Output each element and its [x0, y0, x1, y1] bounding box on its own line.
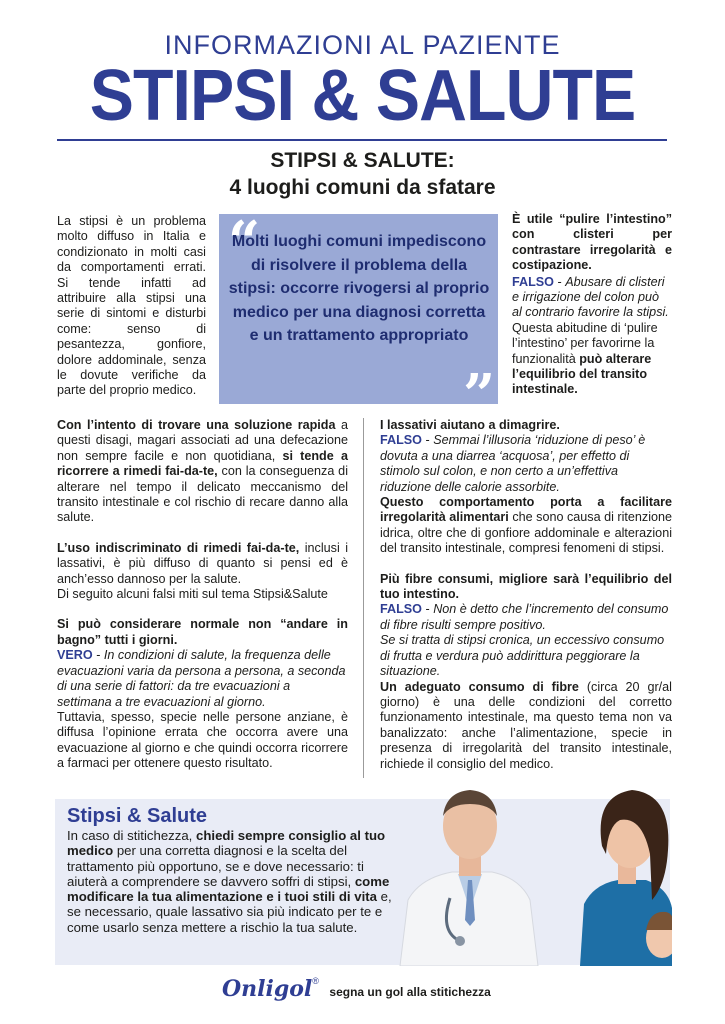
myth-heading-fibre: Più fibre consumi, migliore sarà l’equilibrio del tuo intestino. [380, 571, 672, 602]
verdict-label: FALSO [512, 274, 554, 289]
myth-answer-lassativi: FALSO - Semmai l’illusoria ‘riduzione di peso’ è dovuta a una diarrea ‘acquosa’, per effetto di stimolo sul colon, e non certo a un’effettiva riduzione delle calorie assorbite. [380, 433, 646, 494]
brand-tagline: segna un gol alla stitichezza [329, 985, 491, 999]
close-quote-icon: ” [463, 362, 496, 428]
left-paragraph-2: L’uso indiscriminato di rimedi fai-da-te, inclusi i lassativi, è più diffuso di quanto si pensi ed è anch’esso dannoso per la salute. [57, 540, 348, 586]
verdict-label-falso-2: FALSO [380, 602, 422, 617]
myth-more-fibre: Un adeguato consumo di fibre (circa 20 gr/al giorno) è una delle condizioni del corretto funzionamento intestinale, ma questo tema non va banalizzato: anche l’alimentazione, specie in presenza di irregolarità del transito intestinale, richiede il consiglio del medico. [380, 679, 672, 771]
doctor-patient-photo [380, 780, 672, 966]
myth-answer [512, 275, 672, 321]
myth-more-bagno: Tuttavia, spesso, specie nelle persone anziane, è diffusa l’opinione errata che occorra avere una evacuazione al giorno e che quindi occorra ricorrere a farmaci per ottenere questo risultato. [57, 709, 348, 771]
myth-clisteri [512, 212, 672, 398]
open-quote-icon: “ [228, 209, 261, 275]
left-column [57, 418, 348, 772]
myth-answer-fibre: FALSO - Non è detto che l’incremento del consumo di fibre risulti sempre positivo. [380, 602, 669, 632]
myth-heading-bagno: Si può considerare normale non “andare in bagno” tutti i giorni. [57, 617, 348, 647]
right-column [380, 418, 672, 772]
header-rule [57, 139, 667, 141]
myth-explain: Abusare di clisteri e irrigazione del colon può al contrario favorire la stipsi. [512, 274, 669, 320]
kicker-title: INFORMAZIONI AL PAZIENTE [164, 30, 561, 60]
myth-heading: È utile “pulire l’intestino” con clisteri per contrastare irregolarità e costipazione. [512, 212, 672, 273]
verdict-label-vero: VERO [57, 648, 93, 663]
myth-more [512, 321, 672, 398]
myth-explain-fibre-2: Se si tratta di stipsi cronica, un eccessivo consumo di frutta e verdura può addirittura peggiorare la situazione. [380, 633, 665, 679]
myth-heading-lassativi: I lassativi aiutano a dimagrire. [380, 418, 560, 432]
left-paragraph-3: Di seguito alcuni falsi miti sul tema Stipsi&Salute [57, 587, 328, 602]
masthead-title: STIPSI & SALUTE [89, 56, 636, 136]
myth-more-lassativi: Questo comportamento porta a facilitare irregolarità alimentari che sono causa di ritenzione idrica, oltre che di gonfiore addominale e alterazioni del transito intestinale, compresi fenomeni di stipsi. [380, 495, 672, 556]
myth-answer-bagno: VERO - In condizioni di salute, la frequenza delle evacuazioni varia da persona a persona, a seconda di una serie di fattori: da tre evacuazioni a settimana a tre evacuazioni al giorno. [57, 648, 346, 709]
myth-more-text: Questa abitudine di ‘pulire l’intestino’ per favorirne la funzionalità [512, 320, 658, 366]
article-title-line2: 4 luoghi comuni da sfatare [229, 176, 496, 199]
left-paragraph-1: Con l’intento di trovare una soluzione rapida a questi disagi, magari associati ad una defecazione non sempre facile e non quotidiana, si tende a ricorrere a rimedi fai-da-te, con la conseguenza di alterare nel tempo il delicato meccanismo del transito intestinale e col rischio di recare danno alla salute. [57, 418, 348, 525]
advice-box-title: Stipsi & Salute [67, 805, 208, 827]
registered-mark: ® [312, 976, 319, 986]
myth-more-bold: può alterare l’equilibrio del transito intestinale. [512, 351, 652, 397]
brand-logo: Onligol [222, 976, 313, 1002]
verdict-sep: - [553, 274, 566, 289]
article-title [100, 147, 625, 201]
pull-quote-text: Molti luoghi comuni impediscono di risolvere il problema della stipsi: occorre rivogersi al proprio medico per una diagnosi corretta e un trattamento appropriato [228, 233, 490, 344]
column-divider [363, 418, 364, 778]
advice-box-text: In caso di stitichezza, chiedi sempre consiglio al tuo medico per una corretta diagnosi e la scelta del trattamento più opportuno, se e dove necessario: ti aiuterà a comprendere se davvero soffri di stipsi, come modificare la tua alimentazione e i tuoi stili di vita e, se necessario, quale lassativo sia più indicato per te e come usarlo senza mettere a rischio la tua salute. [67, 828, 392, 935]
intro-paragraph: La stipsi è un problema molto diffuso in Italia e condizionato in molti casi da comportamenti errati. Si tende infatti ad attribuire alla stipsi una serie di sintomi e disturbi come: senso di pesantezza, gonfiore, dolore addominale, senza le dovute verifiche da parte del proprio medico. [57, 214, 206, 398]
footer-brand [222, 976, 522, 1006]
verdict-label-falso: FALSO [380, 433, 422, 448]
article-title-line1: STIPSI & SALUTE: [270, 149, 455, 172]
